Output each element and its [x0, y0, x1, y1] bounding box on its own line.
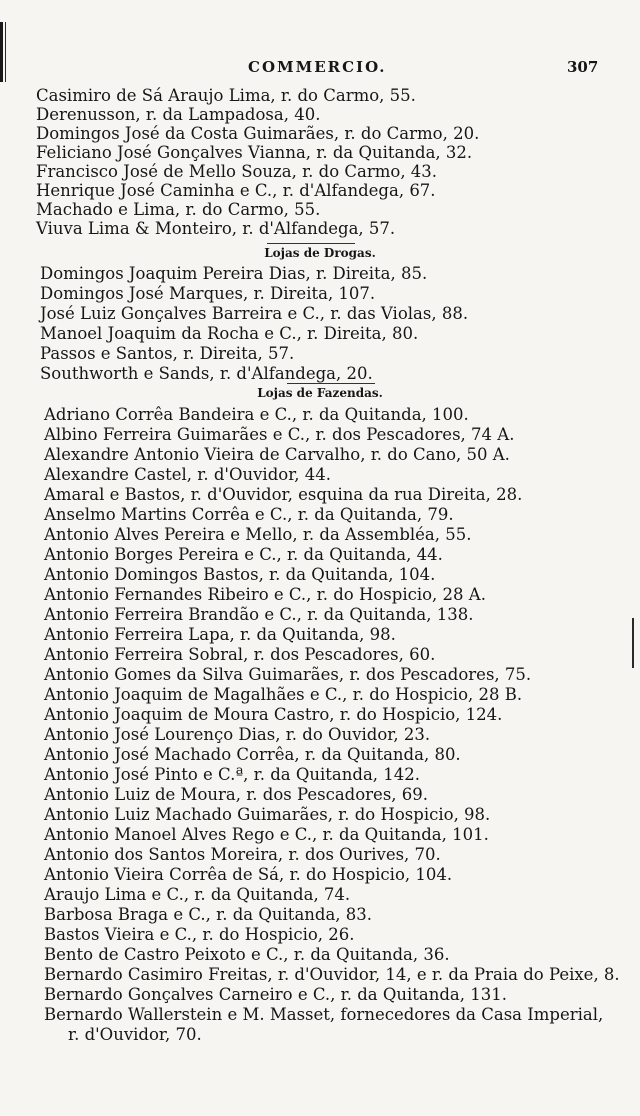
list-item: Passos e Santos, r. Direita, 57.: [40, 344, 295, 363]
list-item: Antonio Vieira Corrêa de Sá, r. do Hospicio, 104.: [44, 865, 453, 884]
list-item: Amaral e Bastos, r. d'Ouvidor, esquina da rua Direita, 28.: [44, 485, 523, 504]
list-item: Antonio Luiz de Moura, r. dos Pescadores, 69.: [44, 785, 429, 804]
list-item: Derenusson, r. da Lampadosa, 40.: [36, 105, 321, 124]
list-item-continuation: r. d'Ouvidor, 70.: [68, 1025, 202, 1044]
list-item: Antonio José Machado Corrêa, r. da Quitanda, 80.: [44, 745, 461, 764]
list-item: Antonio Gomes da Silva Guimarães, r. dos Pescadores, 75.: [44, 665, 532, 684]
section-heading-drogas: Lojas de Drogas.: [264, 246, 376, 260]
list-item: Machado e Lima, r. do Carmo, 55.: [36, 200, 321, 219]
running-title: COMMERCIO.: [248, 58, 387, 76]
list-item: Domingos José da Costa Guimarães, r. do Carmo, 20.: [36, 124, 480, 143]
section-divider: [287, 383, 375, 384]
list-item: Feliciano José Gonçalves Vianna, r. da Quitanda, 32.: [36, 143, 473, 162]
list-item: Antonio Joaquim de Magalhães e C., r. do Hospicio, 28 B.: [44, 685, 523, 704]
list-item: Bastos Vieira e C., r. do Hospicio, 26.: [44, 925, 355, 944]
list-item: Bento de Castro Peixoto e C., r. da Quitanda, 36.: [44, 945, 450, 964]
list-item: Adriano Corrêa Bandeira e C., r. da Quitanda, 100.: [44, 405, 469, 424]
list-item: Antonio Ferreira Lapa, r. da Quitanda, 98.: [44, 625, 396, 644]
page-number: 307: [567, 58, 599, 76]
list-item: Antonio José Pinto e C.ª, r. da Quitanda, 142.: [44, 765, 421, 784]
list-item: Araujo Lima e C., r. da Quitanda, 74.: [44, 885, 351, 904]
list-item: Antonio Luiz Machado Guimarães, r. do Hospicio, 98.: [44, 805, 491, 824]
list-item: Barbosa Braga e C., r. da Quitanda, 83.: [44, 905, 373, 924]
list-item: Alexandre Castel, r. d'Ouvidor, 44.: [44, 465, 331, 484]
list-item: Albino Ferreira Guimarães e C., r. dos Pescadores, 74 A.: [44, 425, 515, 444]
list-item: Bernardo Wallerstein e M. Masset, fornecedores da Casa Imperial,: [44, 1005, 604, 1024]
list-item: Antonio Fernandes Ribeiro e C., r. do Hospicio, 28 A.: [44, 585, 486, 604]
section-heading-fazendas: Lojas de Fazendas.: [257, 386, 383, 400]
list-item: Domingos Joaquim Pereira Dias, r. Direita, 85.: [40, 264, 428, 283]
list-item: Antonio José Lourenço Dias, r. do Ouvidor, 23.: [44, 725, 431, 744]
list-item: Southworth e Sands, r. d'Alfandega, 20.: [40, 364, 373, 383]
list-item: Antonio Domingos Bastos, r. da Quitanda, 104.: [44, 565, 436, 584]
list-item: Viuva Lima & Monteiro, r. d'Alfandega, 57.: [36, 219, 396, 238]
right-edge-mark: [632, 618, 636, 668]
list-item: Manoel Joaquim da Rocha e C., r. Direita, 80.: [40, 324, 419, 343]
section-divider: [267, 243, 355, 244]
page-header: [0, 58, 640, 82]
list-item: Casimiro de Sá Araujo Lima, r. do Carmo, 55.: [36, 86, 416, 105]
list-item: Francisco José de Mello Souza, r. do Carmo, 43.: [36, 162, 438, 181]
list-item: Domingos José Marques, r. Direita, 107.: [40, 284, 376, 303]
list-item: José Luiz Gonçalves Barreira e C., r. das Violas, 88.: [40, 304, 469, 323]
list-item: Antonio Joaquim de Moura Castro, r. do Hospicio, 124.: [44, 705, 503, 724]
list-item: Antonio Ferreira Brandão e C., r. da Quitanda, 138.: [44, 605, 474, 624]
list-item: Antonio dos Santos Moreira, r. dos Ourives, 70.: [44, 845, 441, 864]
list-item: Anselmo Martins Corrêa e C., r. da Quitanda, 79.: [44, 505, 454, 524]
list-item: Bernardo Casimiro Freitas, r. d'Ouvidor, 14, e r. da Praia do Peixe, 8.: [44, 965, 620, 984]
list-item: Bernardo Gonçalves Carneiro e C., r. da Quitanda, 131.: [44, 985, 507, 1004]
list-item: Antonio Alves Pereira e Mello, r. da Assembléa, 55.: [44, 525, 472, 544]
list-item: Antonio Borges Pereira e C., r. da Quitanda, 44.: [44, 545, 443, 564]
list-item: Henrique José Caminha e C., r. d'Alfandega, 67.: [36, 181, 436, 200]
list-item: Antonio Ferreira Sobral, r. dos Pescadores, 60.: [44, 645, 436, 664]
list-item: Alexandre Antonio Vieira de Carvalho, r. do Cano, 50 A.: [44, 445, 510, 464]
list-item: Antonio Manoel Alves Rego e C., r. da Quitanda, 101.: [44, 825, 489, 844]
